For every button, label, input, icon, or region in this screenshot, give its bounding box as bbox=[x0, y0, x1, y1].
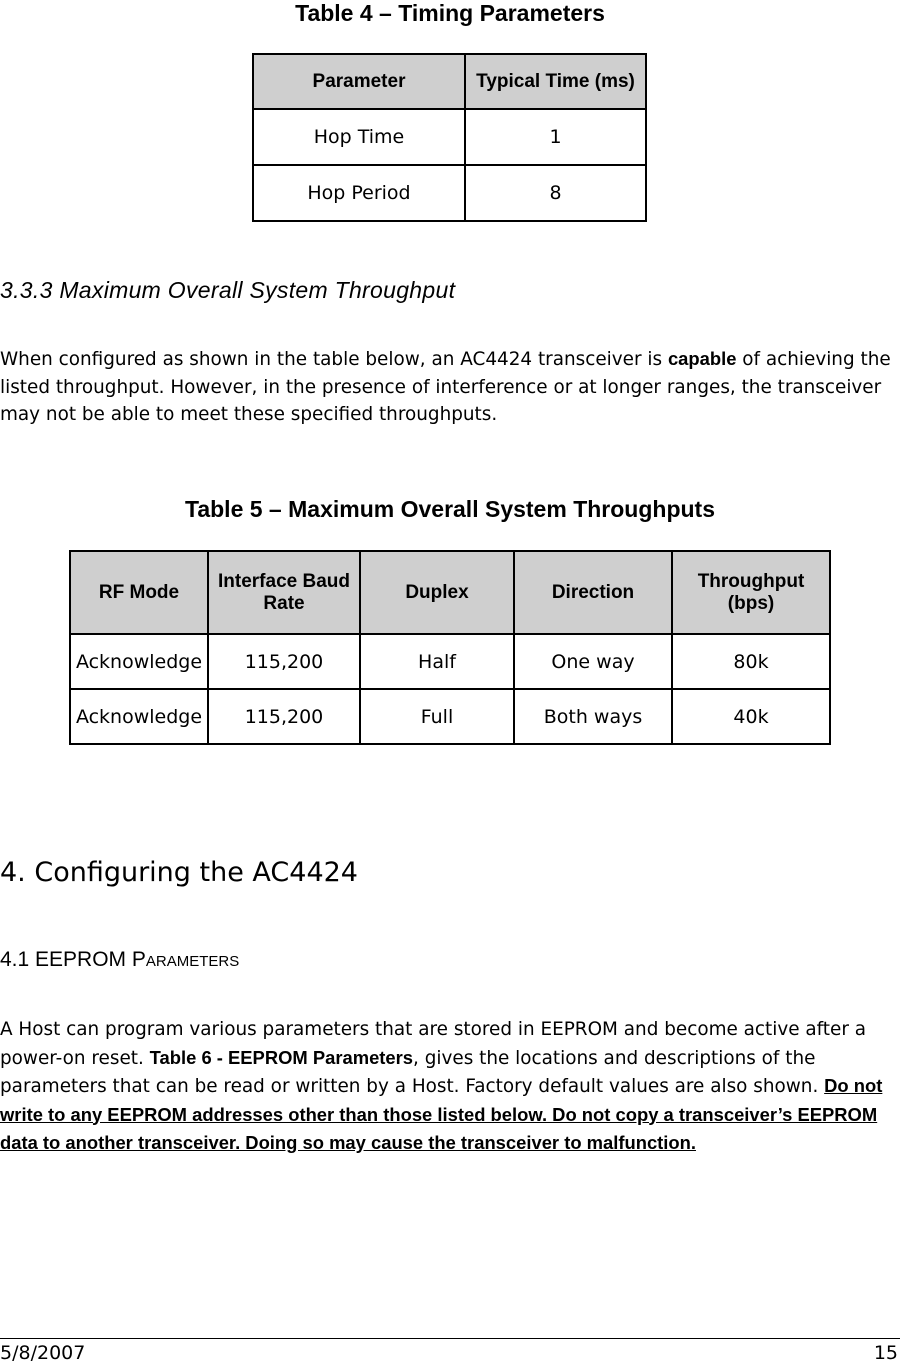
table5-caption: Table 5 – Maximum Overall System Throughputs bbox=[185, 496, 715, 522]
column-header: Interface Baud Rate bbox=[208, 551, 360, 634]
section-heading-3-3-3: 3.3.3 Maximum Overall System Throughput bbox=[0, 277, 456, 303]
table-header-row bbox=[70, 551, 830, 634]
table4-caption: Table 4 – Timing Parameters bbox=[295, 0, 605, 26]
table-cell: 1 bbox=[465, 109, 646, 165]
throughput-paragraph bbox=[0, 345, 900, 429]
table-cell: Half bbox=[360, 634, 514, 689]
table-row bbox=[70, 634, 830, 689]
footer-date: 5/8/2007 bbox=[0, 1342, 86, 1364]
table-cell: 115,200 bbox=[208, 634, 360, 689]
paragraph-text: When configured as shown in the table below, an AC4424 transceiver is bbox=[0, 349, 668, 370]
column-header: Direction bbox=[514, 551, 672, 634]
timing-parameters-table bbox=[252, 53, 647, 222]
table-row bbox=[253, 109, 646, 165]
paragraph-text: A Host can program various parameters that are stored in EEPROM and become active after a power-on reset. bbox=[0, 1019, 867, 1069]
column-header: RF Mode bbox=[70, 551, 208, 634]
table-cell: Hop Time bbox=[253, 109, 465, 165]
table-cell: Both ways bbox=[514, 689, 672, 744]
table-cell: 8 bbox=[465, 165, 646, 221]
table-reference: Table 6 - EEPROM Parameters bbox=[149, 1046, 414, 1068]
table-cell: 115,200 bbox=[208, 689, 360, 744]
table-cell: 80k bbox=[672, 634, 830, 689]
table-cell: Hop Period bbox=[253, 165, 465, 221]
table-cell: Full bbox=[360, 689, 514, 744]
column-header: Parameter bbox=[253, 54, 465, 109]
page-number: 15 bbox=[873, 1342, 898, 1364]
paragraph-text: of achieving the listed throughput. However, in the presence of interference or at longer ranges, the transceiver may not be able to meet these specified throughputs. bbox=[0, 349, 891, 425]
table-cell: One way bbox=[514, 634, 672, 689]
table-row bbox=[253, 165, 646, 221]
table-cell: Acknowledge bbox=[70, 689, 208, 744]
column-header: Typical Time (ms) bbox=[465, 54, 646, 109]
footer-divider bbox=[0, 1338, 900, 1339]
warning-text: Do not write to any EEPROM addresses other than those listed below. Do not copy a transceiver’s EEPROM data to another transceiver. Doing so may cause the transceiver to malfunction. bbox=[0, 1075, 883, 1153]
table-cell: 40k bbox=[672, 689, 830, 744]
column-header: Duplex bbox=[360, 551, 514, 634]
eeprom-paragraph bbox=[0, 1016, 900, 1158]
table-cell: Acknowledge bbox=[70, 634, 208, 689]
section-heading-4-1: 4.1 EEPROM Parameters bbox=[0, 948, 240, 971]
chapter-heading: 4. Configuring the AC4424 bbox=[0, 857, 358, 888]
paragraph-text: , gives the locations and descriptions of the parameters that can be read or written by a Host. Factory default values are also shown. bbox=[0, 1047, 825, 1097]
emphasis-text: capable bbox=[667, 348, 737, 369]
table-row bbox=[70, 689, 830, 744]
table-header-row bbox=[253, 54, 646, 109]
column-header: Throughput (bps) bbox=[672, 551, 830, 634]
throughput-table bbox=[69, 550, 831, 745]
